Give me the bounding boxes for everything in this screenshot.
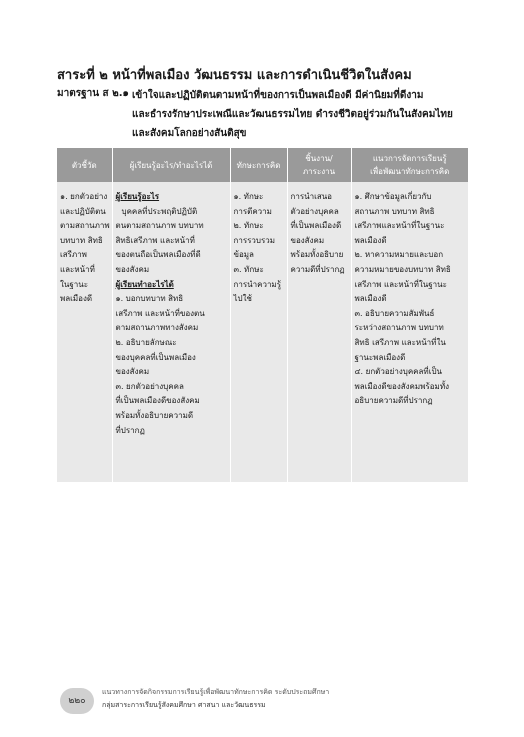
cell-line: เสรีภาพและหน้าที่ในฐานะ	[354, 221, 445, 231]
cell-line: ในฐานะ	[60, 279, 89, 289]
cell-line: ๓. ทักษะ	[233, 264, 264, 274]
cell-line: สิทธิเสรีภาพ และหน้าที่	[115, 235, 195, 245]
cell-line: ที่เป็นพลเมืองดี	[290, 221, 342, 231]
cell-line: บุคคลที่ประพฤติปฏิบัติ	[121, 206, 198, 216]
cell-line: ของสังคม	[290, 235, 325, 245]
cell-line: ๒. อธิบายลักษณะ	[115, 337, 177, 347]
cell-line: บทบาท สิทธิ	[60, 235, 103, 245]
cell-line: ๒. ทักษะ	[233, 221, 264, 231]
cell-line: สิทธิ เสรีภาพ และหน้าที่ใน	[354, 337, 446, 347]
table-header-row	[57, 148, 468, 182]
cell-line: ความดีที่ปรากฏ	[290, 264, 345, 274]
cell-line: ตามสถานภาพ	[60, 221, 110, 231]
doing-heading: ผู้เรียนทำอะไรได้	[115, 279, 174, 289]
standard-line: และธำรงรักษาประเพณีและวัฒนธรรมไทย ดำรงชีวิตอยู่ร่วมกันในสังคมไทย	[132, 109, 453, 120]
cell-line: การนำเสนอ	[290, 192, 332, 201]
cell-line: ไปใช้	[233, 294, 252, 304]
cell-line: ตัวอย่างบุคคล	[290, 206, 339, 216]
cell-line: เสรีภาพ และหน้าที่ในฐานะ	[354, 279, 447, 289]
cell-line: ๓. ยกตัวอย่างบุคคล	[115, 381, 184, 391]
cell-line: ของสังคม	[115, 367, 150, 377]
cell-line: เสรีภาพ และหน้าที่ของตน	[115, 308, 205, 318]
cell-line: ๑. ยกตัวอย่าง	[60, 192, 108, 201]
cell-line: ของบุคคลที่เป็นพลเมือง	[115, 352, 196, 362]
standard-line: และสังคมโลกอย่างสันติสุข	[132, 128, 247, 139]
cell-line: ของสังคม	[115, 264, 150, 274]
cell-line: ๑. ศึกษาข้อมูลเกี่ยวกับ	[354, 192, 432, 201]
header-thinking-skill: ทักษะการคิด	[230, 148, 287, 182]
page-number: ๒๒๐	[60, 688, 94, 714]
header-learning: ผู้เรียนรู้อะไร/ทำอะไรได้	[112, 148, 230, 182]
cell-line: ฐานะพลเมืองดี	[354, 352, 406, 362]
cell-line: และปฏิบัติตน	[60, 206, 106, 216]
learning-cell	[112, 182, 230, 482]
teaching-approach-cell	[351, 182, 468, 482]
cell-line: อธิบายความดีที่ปรากฏ	[354, 396, 433, 406]
indicator-cell	[57, 182, 112, 482]
standard-description	[132, 86, 477, 143]
cell-line: ระหว่างสถานภาพ บทบาท	[354, 323, 444, 333]
standard-label: มาตรฐาน ส ๒.๑	[57, 88, 129, 99]
header-teaching-approach: แนวการจัดการเรียนรู้ เพื่อพัฒนาทักษะการคิด	[351, 148, 468, 182]
cell-line: ของตนถือเป็นพลเมืองที่ดี	[115, 250, 201, 260]
cell-line: การรวบรวม	[233, 235, 276, 245]
learning-heading: ผู้เรียนรู้อะไร	[115, 192, 160, 201]
cell-line: พร้อมทั้งอธิบาย	[290, 250, 344, 260]
cell-line: เสรีภาพ	[60, 250, 87, 260]
workpiece-cell	[287, 182, 351, 482]
cell-line: ที่ปรากฏ	[115, 425, 145, 435]
cell-line: ๔. ยกตัวอย่างบุคคลที่เป็น	[354, 367, 442, 377]
learning-table	[57, 148, 468, 482]
cell-line: ตนตามสถานภาพ บทบาท	[115, 221, 204, 231]
cell-line: พร้อมทั้งอธิบายความดี	[115, 410, 194, 420]
cell-line: การนำความรู้	[233, 279, 281, 289]
cell-line: ที่เป็นพลเมืองดีของสังคม	[115, 396, 200, 406]
cell-line: การตีความ	[233, 206, 272, 216]
cell-line: ตามสถานภาพทางสังคม	[115, 323, 199, 333]
cell-line: และหน้าที่	[60, 264, 95, 274]
cell-line: ๒. หาความหมายและบอก	[354, 250, 444, 260]
cell-line: สถานภาพ บทบาท สิทธิ	[354, 206, 435, 216]
section-title: สาระที่ ๒ หน้าที่พลเมือง วัฒนธรรม และการดำเนินชีวิตในสังคม	[57, 68, 412, 83]
cell-line: พลเมืองดี	[354, 294, 387, 304]
cell-line: พลเมืองดีของสังคมพร้อมทั้ง	[354, 381, 450, 391]
cell-line: ข้อมูล	[233, 250, 254, 260]
footer-subject-group: กลุ่มสาระการเรียนรู้สังคมศึกษา ศาสนา และวัฒนธรรม	[102, 701, 266, 709]
footer-book-title: แนวทางการจัดกิจกรรมการเรียนรู้เพื่อพัฒนาทักษะการคิด ระดับประถมศึกษา	[102, 688, 330, 696]
thinking-skill-cell	[230, 182, 287, 482]
header-indicator: ตัวชี้วัด	[57, 148, 112, 182]
header-workpiece: ชิ้นงาน/ ภาระงาน	[287, 148, 351, 182]
standard-line: เข้าใจและปฏิบัติตนตามหน้าที่ของการเป็นพลเมืองดี มีค่านิยมที่ดีงาม	[132, 90, 424, 101]
table-row	[57, 182, 468, 482]
cell-line: ความหมายของบทบาท สิทธิ	[354, 264, 451, 274]
cell-line: ๑. ทักษะ	[233, 192, 264, 201]
cell-line: ๓. อธิบายความสัมพันธ์	[354, 308, 435, 318]
cell-line: พลเมืองดี	[354, 235, 387, 245]
cell-line: พลเมืองดี	[60, 294, 93, 304]
cell-line: ๑. บอกบทบาท สิทธิ	[115, 294, 184, 304]
